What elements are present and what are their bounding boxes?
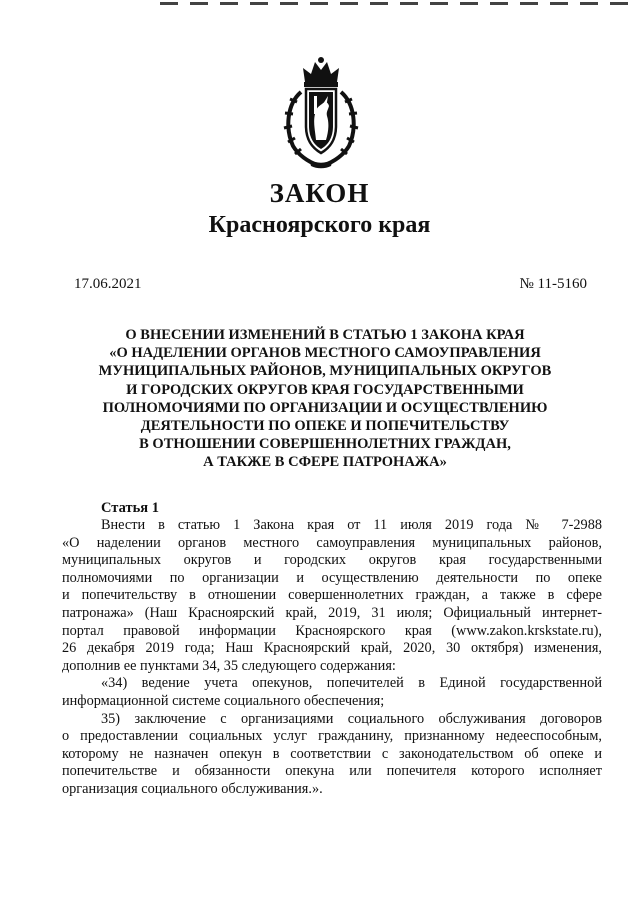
coat-of-arms-icon (279, 56, 363, 172)
body-line: патронажа» (Наш Красноярский край, 2019, 31 июля; Официальный интернет- (62, 604, 602, 621)
body-line: организация социального обслуживания.». (62, 780, 323, 797)
article-body (62, 517, 602, 799)
heading-line: О ВНЕСЕНИИ ИЗМЕНЕНИЙ В СТАТЬЮ 1 ЗАКОНА КРАЯ (125, 327, 525, 343)
document-date: 17.06.2021 (74, 276, 142, 292)
body-line: муниципальных округов и городских округов края государственными (62, 552, 602, 569)
body-line: «О наделении органов местного самоуправления муниципальных районов, (62, 534, 602, 551)
body-line: полномочиями по организации и осуществлению деятельности по опеке (62, 569, 602, 586)
body-line: Внести в статью 1 Закона края от 11 июля 2019 года № 7-2988 (101, 517, 602, 533)
scan-edge-marks (160, 2, 630, 5)
body-line: портал правовой информации Красноярского края (www.zakon.krskstate.ru), (62, 622, 602, 639)
heading-line: ПОЛНОМОЧИЯМИ ПО ОРГАНИЗАЦИИ И ОСУЩЕСТВЛЕНИЮ (102, 399, 548, 416)
body-line: дополнив ее пунктами 34, 35 следующего содержания: (62, 657, 396, 674)
document-number: № 11-5160 (519, 276, 587, 292)
body-line: и попечительству в отношении совершеннолетних граждан, а также в сфере (62, 587, 602, 604)
law-subtitle: Красноярского края (208, 212, 431, 238)
heading-line: И ГОРОДСКИХ ОКРУГОВ КРАЯ ГОСУДАРСТВЕННЫМИ (126, 381, 524, 398)
article-title: Статья 1 (101, 500, 159, 516)
body-line: информационной системе социального обеспечения; (62, 692, 385, 709)
heading-line: В ОТНОШЕНИИ СОВЕРШЕННОЛЕТНИХ ГРАЖДАН, (139, 436, 511, 453)
law-heading (60, 326, 590, 472)
law-title: ЗАКОН (269, 178, 370, 208)
heading-line: «О НАДЕЛЕНИИ ОРГАНОВ МЕСТНОГО САМОУПРАВЛЕНИЯ (109, 345, 541, 362)
heading-line: ДЕЯТЕЛЬНОСТИ ПО ОПЕКЕ И ПОПЕЧИТЕЛЬСТВУ (140, 418, 510, 435)
body-line: 35) заключение с организациями социального обслуживания договоров (101, 710, 602, 727)
body-line: которому не назначен опекун в соответствии с законодательством об опеке и (62, 745, 602, 762)
heading-line: А ТАКЖЕ В СФЕРЕ ПАТРОНАЖА» (203, 454, 447, 471)
heading-line: МУНИЦИПАЛЬНЫХ РАЙОНОВ, МУНИЦИПАЛЬНЫХ ОКРУГОВ (98, 363, 552, 380)
body-line: «34) ведение учета опекунов, попечителей в Единой государственной (101, 675, 602, 692)
body-line: о предоставлении социальных услуг гражданину, признанному недееспособным, (62, 728, 602, 745)
body-line: 26 декабря 2019 года; Наш Красноярский край, 2020, 30 октября) изменения, (62, 640, 602, 657)
body-line: попечительстве и обязанности опекуна или попечителя которого исполняет (62, 763, 602, 780)
